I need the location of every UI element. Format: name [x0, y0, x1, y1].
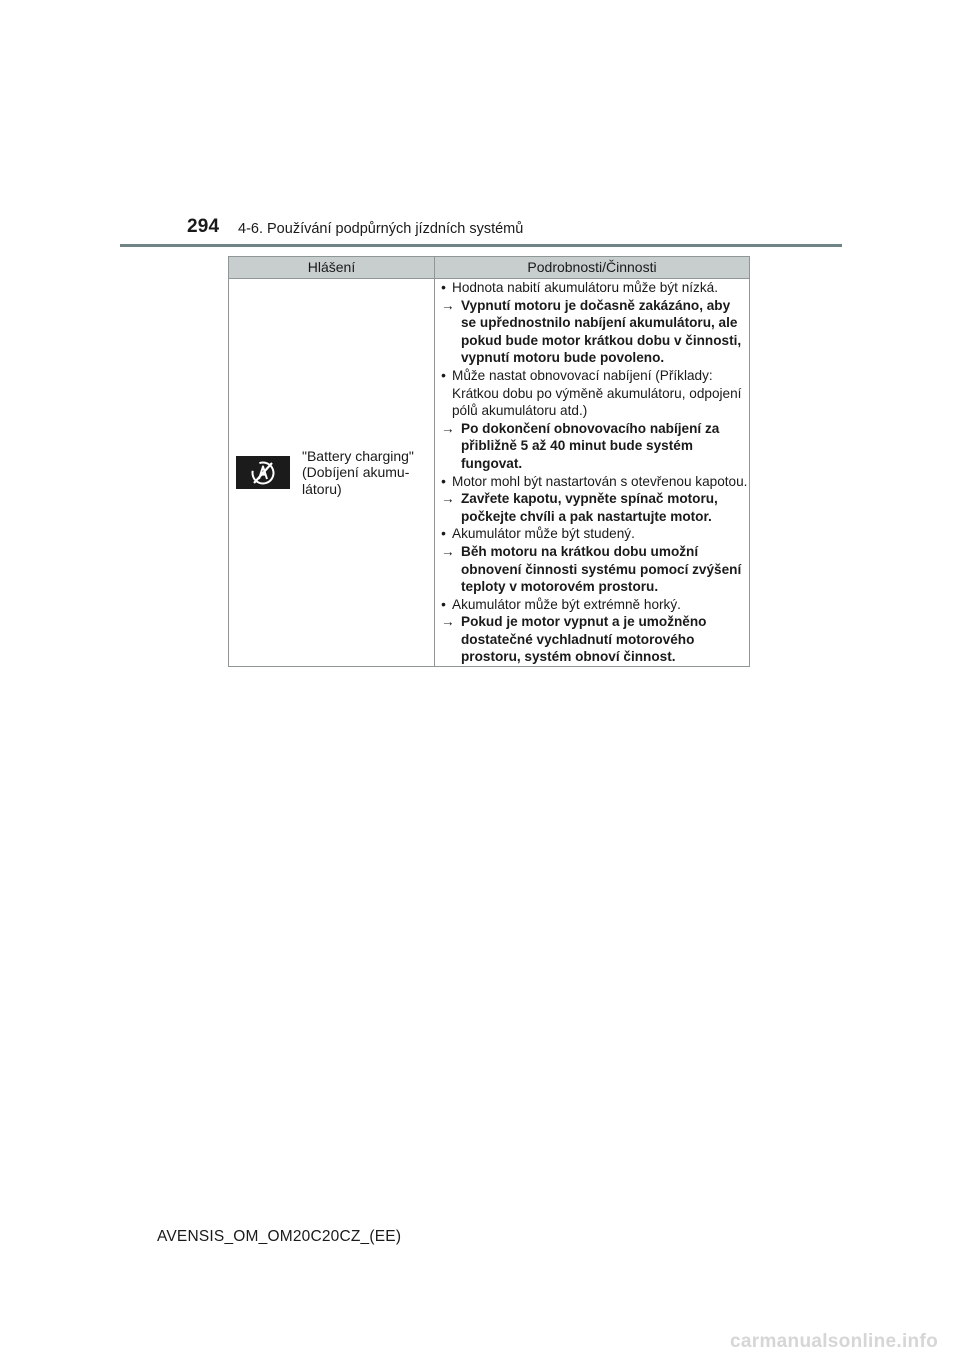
message-cell: [229, 279, 435, 667]
document-code: AVENSIS_OM_OM20C20CZ_(EE): [157, 1228, 402, 1245]
bullet-icon: •: [441, 473, 446, 489]
cause-text: Motor mohl být nastartován s otevřenou kapotou.: [452, 473, 748, 489]
cause-text: Může nastat obnovovací nabíjení (Příklady: Krátkou dobu po výměně akumulátoru, odpojení pólů akumulátoru atd.): [452, 367, 742, 419]
page-number: 294: [187, 216, 220, 237]
bullet-icon: •: [441, 367, 446, 383]
detail-cause: [435, 367, 749, 420]
arrow-icon: →: [441, 491, 455, 507]
column-header-details: Podrobnosti/Činnosti: [435, 257, 750, 279]
arrow-icon: →: [441, 297, 455, 313]
section-title: 4-6. Používání podpůrných jízdních systémů: [238, 221, 524, 237]
action-text: Pokud je motor vypnut a je umožněno dostatečné vychladnutí motorového prostoru, systém obnoví činnost.: [461, 614, 707, 665]
cause-text: Akumulátor může být extrémně horký.: [452, 596, 681, 612]
detail-cause: [435, 596, 749, 614]
action-text: Zavřete kapotu, vypněte spínač motoru, počkejte chvíli a pak nastartujte motor.: [461, 491, 718, 524]
detail-cause: [435, 279, 749, 297]
action-text: Po dokončení obnovovacího nabíjení za přibližně 5 až 40 minut bude systém fungovat.: [461, 420, 720, 471]
detail-action: [441, 420, 749, 473]
bullet-icon: •: [441, 596, 446, 612]
message-table: [228, 256, 750, 667]
watermark: carmanualsonline.info: [730, 1331, 938, 1352]
cause-text: Akumulátor může být studený.: [452, 526, 635, 542]
detail-action: [441, 297, 749, 367]
details-cell: [435, 279, 750, 667]
action-text: Běh motoru na krátkou dobu umožní obnovení činnosti systému pomocí zvýšení teploty v motorovém prostoru.: [461, 543, 742, 595]
detail-action: [441, 613, 749, 666]
header-divider: [120, 244, 842, 247]
details-list: [435, 279, 749, 666]
bullet-icon: •: [441, 526, 446, 542]
table-row: [229, 279, 750, 667]
arrow-icon: →: [441, 543, 455, 559]
detail-action: [441, 543, 749, 596]
cause-text: Hodnota nabití akumulátoru může být nízká.: [452, 280, 718, 295]
table-header-row: [229, 257, 750, 279]
message-text: "Battery charging" (Dobíjení akumu-látoru): [302, 447, 414, 497]
detail-cause: [435, 525, 749, 543]
bullet-icon: •: [441, 280, 446, 295]
detail-cause: [435, 473, 749, 491]
detail-action: [441, 490, 749, 525]
column-header-message: Hlášení: [229, 257, 435, 279]
arrow-icon: →: [441, 420, 455, 436]
arrow-icon: →: [441, 614, 455, 630]
stop-start-off-icon: [236, 456, 290, 489]
action-text: Vypnutí motoru je dočasně zakázáno, aby se upřednostnilo nabíjení akumulátoru, ale pokud bude motor krátkou dobu v činnosti, vypnutí motoru bude povoleno.: [461, 297, 742, 366]
